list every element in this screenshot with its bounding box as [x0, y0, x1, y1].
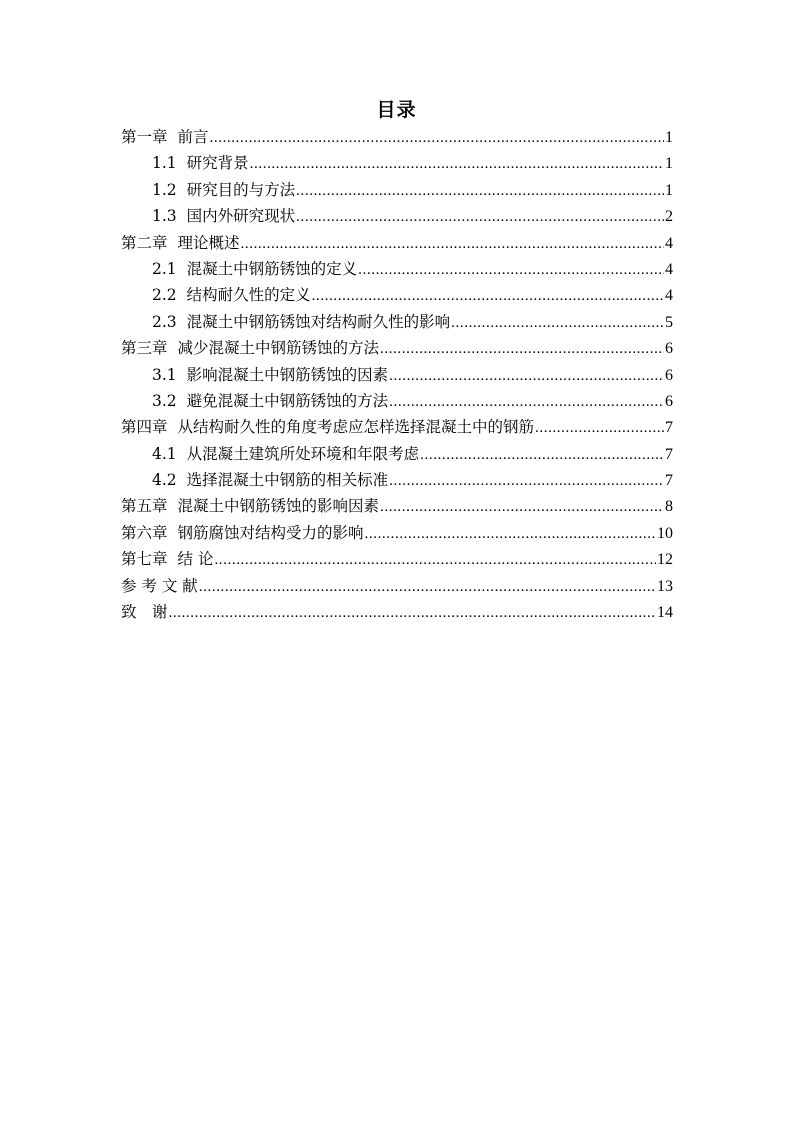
- toc-page-number: 1: [665, 181, 673, 199]
- toc-entry-label: 结构耐久性的定义: [186, 286, 311, 305]
- toc-entry-label: 混凝土中钢筋锈蚀的定义: [186, 259, 358, 278]
- toc-entry-number: 4.1: [152, 444, 177, 463]
- toc-page-number: 7: [665, 445, 673, 463]
- toc-entry-number: 1.3: [152, 207, 177, 226]
- toc-entry-label: 影响混凝土中钢筋锈蚀的因素: [186, 365, 389, 384]
- toc-entry-number: 第七章: [121, 550, 168, 569]
- toc-entry-label: 选择混凝土中钢筋的相关标准: [186, 471, 389, 490]
- toc-entry[interactable]: [121, 414, 673, 440]
- toc-title: 目录: [376, 99, 417, 121]
- toc-entry-label: 理论概述: [177, 233, 240, 252]
- toc-entry-label: 从混凝土建筑所处环境和年限考虑: [186, 444, 420, 463]
- toc-entry-text: [152, 441, 419, 467]
- toc-entry[interactable]: [121, 467, 673, 493]
- toc-dot-leader: [365, 521, 656, 546]
- toc-page-number: 6: [665, 340, 673, 358]
- toc-entry-label: 避免混凝土中钢筋锈蚀的方法: [186, 391, 389, 410]
- toc-entry[interactable]: [121, 309, 673, 335]
- toc-entry[interactable]: [121, 203, 673, 229]
- toc-page-number: 10: [657, 524, 673, 542]
- toc-entry-text: [152, 388, 388, 414]
- toc-entry-label: 减少混凝土中钢筋锈蚀的方法: [177, 339, 380, 358]
- toc-entry-text: [152, 467, 388, 493]
- toc-entry-number: 2.2: [152, 286, 177, 305]
- toc-entry-label: 研究目的与方法: [186, 180, 296, 199]
- toc-entry-number: 2.1: [152, 259, 177, 278]
- toc-dot-leader: [296, 178, 664, 203]
- toc-entry-number: 第二章: [121, 233, 168, 252]
- toc-dot-leader: [389, 389, 664, 414]
- toc-page-number: 4: [665, 260, 673, 278]
- toc-entry-number: 第五章: [121, 497, 168, 516]
- toc-dot-leader: [380, 336, 664, 361]
- toc-entry-text: [152, 309, 450, 335]
- toc-entry-text: [152, 256, 357, 282]
- toc-entry[interactable]: [121, 230, 673, 256]
- toc-dot-leader: [169, 600, 656, 625]
- toc-dot-leader: [420, 442, 664, 467]
- toc-list: [121, 124, 673, 625]
- toc-entry-number: 1.2: [152, 180, 177, 199]
- toc-entry-text: [121, 230, 240, 256]
- toc-entry-text: [121, 546, 213, 572]
- toc-entry-text: [121, 599, 168, 625]
- toc-entry[interactable]: [121, 573, 673, 599]
- toc-entry[interactable]: [121, 124, 673, 150]
- toc-entry-text: [121, 335, 379, 361]
- toc-page-number: 12: [657, 551, 673, 569]
- toc-entry[interactable]: [121, 388, 673, 414]
- toc-entry[interactable]: [121, 150, 673, 176]
- toc-entry-text: [121, 124, 209, 150]
- toc-entry[interactable]: [121, 256, 673, 282]
- toc-entry-text: [152, 177, 295, 203]
- toc-entry-text: [152, 150, 249, 176]
- toc-entry-label: 前言: [177, 128, 209, 146]
- toc-entry-text: [152, 362, 388, 388]
- toc-entry[interactable]: [121, 520, 673, 546]
- toc-dot-leader: [241, 231, 664, 256]
- toc-entry[interactable]: [121, 282, 673, 308]
- toc-entry-label: 研究背景: [186, 154, 249, 173]
- toc-entry-number: 第六章: [121, 523, 168, 542]
- toc-page-number: 6: [665, 366, 673, 384]
- toc-dot-leader: [358, 257, 664, 282]
- toc-entry-text: [121, 493, 379, 519]
- toc-entry-number: 第三章: [121, 339, 168, 358]
- toc-entry[interactable]: [121, 335, 673, 361]
- toc-page-number: 4: [665, 234, 673, 252]
- toc-entry-label: 结 论: [177, 550, 214, 569]
- toc-page-number: 14: [657, 604, 673, 622]
- toc-entry[interactable]: [121, 441, 673, 467]
- toc-entry-number: 1.1: [152, 154, 177, 173]
- toc-dot-leader: [389, 363, 664, 388]
- toc-entry-number: 3.1: [152, 365, 177, 384]
- toc-entry[interactable]: [121, 362, 673, 388]
- toc-page-number: 6: [665, 392, 673, 410]
- toc-page-number: 1: [665, 155, 673, 173]
- toc-entry[interactable]: [121, 546, 673, 572]
- toc-page-number: 5: [665, 313, 673, 331]
- toc-page-number: 4: [665, 287, 673, 305]
- toc-entry[interactable]: [121, 599, 673, 625]
- toc-page-number: 2: [665, 208, 673, 226]
- toc-dot-leader: [535, 415, 664, 440]
- toc-dot-leader: [389, 468, 664, 493]
- toc-entry[interactable]: [121, 493, 673, 519]
- toc-dot-leader: [210, 125, 664, 150]
- toc-entry-text: [121, 573, 198, 599]
- toc-entry-label: 致 谢: [121, 603, 168, 622]
- toc-dot-leader: [312, 283, 664, 308]
- toc-dot-leader: [296, 204, 664, 229]
- toc-entry-label: 混凝土中钢筋锈蚀对结构耐久性的影响: [186, 312, 451, 331]
- toc-entry-number: 4.2: [152, 471, 177, 490]
- toc-dot-leader: [250, 151, 664, 176]
- toc-entry[interactable]: [121, 177, 673, 203]
- toc-entry-label: 钢筋腐蚀对结构受力的影响: [177, 523, 364, 542]
- toc-dot-leader: [380, 494, 664, 519]
- toc-dot-leader: [199, 574, 656, 599]
- toc-entry-number: 2.3: [152, 312, 177, 331]
- toc-dot-leader: [214, 547, 656, 572]
- toc-dot-leader: [451, 310, 664, 335]
- toc-entry-text: [152, 282, 311, 308]
- toc-page-number: 7: [665, 472, 673, 490]
- toc-entry-number: 3.2: [152, 391, 177, 410]
- toc-page-number: 7: [665, 419, 673, 437]
- toc-entry-text: [121, 414, 534, 440]
- toc-entry-label: 国内外研究现状: [186, 207, 296, 226]
- toc-entry-label: 混凝土中钢筋锈蚀的影响因素: [177, 497, 380, 516]
- toc-page-number: 8: [665, 498, 673, 516]
- toc-page-number: 13: [657, 577, 673, 595]
- toc-entry-label: 从结构耐久性的角度考虑应怎样选择混凝土中的钢筋: [177, 418, 535, 437]
- toc-entry-label: 参 考 文 献: [121, 576, 198, 595]
- toc-entry-number: 第四章: [121, 418, 168, 437]
- toc-page-number: 1: [665, 129, 673, 146]
- toc-entry-text: [152, 203, 295, 229]
- toc-entry-text: [121, 520, 364, 546]
- toc-entry-number: 第一章: [121, 128, 168, 146]
